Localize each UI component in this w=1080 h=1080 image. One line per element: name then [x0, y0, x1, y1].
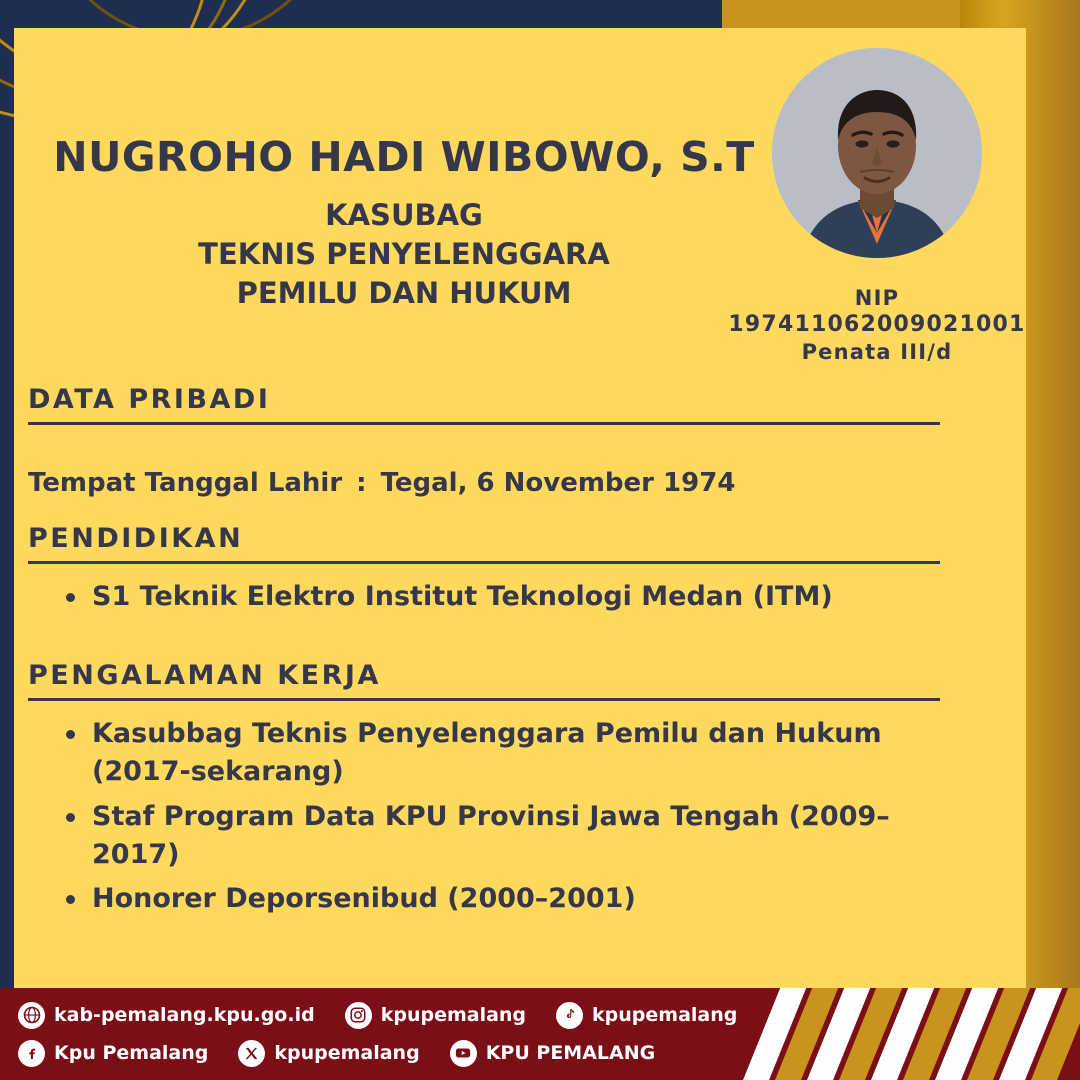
footer-label: KPU PEMALANG: [485, 1042, 656, 1064]
education-list: [62, 578, 958, 616]
rank-value: Penata III/d: [801, 340, 953, 364]
experience-list: [62, 715, 958, 919]
position-line-3: PEMILU DAN HUKUM: [236, 276, 572, 311]
footer-row-1: [18, 996, 759, 1034]
birth-row: [28, 468, 735, 498]
footer-item-website[interactable]: [18, 1002, 315, 1029]
birth-value: Tegal, 6 November 1974: [380, 468, 736, 498]
divider: [28, 698, 940, 701]
footer-label: Kpu Pemalang: [54, 1042, 209, 1064]
divider: [28, 561, 940, 564]
footer-social-bar: [0, 988, 1080, 1080]
footer-item-facebook[interactable]: [18, 1040, 208, 1067]
footer-item-x[interactable]: [238, 1040, 419, 1067]
section-title-personal: DATA PRIBADI: [28, 384, 271, 415]
list-item: Staf Program Data KPU Provinsi Jawa Tengah (2009–2017): [62, 798, 958, 875]
nip-label: NIP: [854, 286, 900, 310]
position-line-2: TEKNIS PENYELENGGARA: [198, 237, 610, 272]
profile-photo: [772, 48, 982, 258]
facebook-icon: [18, 1040, 45, 1067]
footer-item-youtube[interactable]: [450, 1040, 656, 1067]
section-education: [28, 523, 958, 622]
instagram-icon: [345, 1002, 372, 1029]
footer-item-instagram[interactable]: [345, 1002, 526, 1029]
section-personal-data: [28, 384, 958, 425]
globe-icon: [18, 1002, 45, 1029]
section-experience: [28, 660, 958, 925]
footer-rows: [18, 996, 759, 1072]
footer-label: kab-pemalang.kpu.go.id: [54, 1004, 315, 1026]
gold-bar-top: [722, 0, 962, 30]
footer-label: kpupemalang: [380, 1004, 527, 1026]
list-item: S1 Teknik Elektro Institut Teknologi Medan (ITM): [62, 578, 958, 616]
tiktok-icon: [556, 1002, 583, 1029]
list-item: Honorer Deporsenibud (2000–2001): [62, 880, 958, 918]
footer-label: kpupemalang: [274, 1042, 420, 1064]
person-position: [44, 196, 764, 313]
person-name: NUGROHO HADI WIBOWO, S.T: [53, 133, 755, 181]
birth-separator: :: [356, 468, 367, 498]
birth-label: Tempat Tanggal Lahir: [28, 468, 343, 498]
x-twitter-icon: [238, 1040, 265, 1067]
list-item: Kasubbag Teknis Penyelenggara Pemilu dan Hukum (2017-sekarang): [62, 715, 958, 792]
nip-value: 197411062009021001: [728, 312, 1026, 337]
section-title-experience: PENGALAMAN KERJA: [28, 660, 381, 691]
section-title-education: PENDIDIKAN: [28, 523, 244, 554]
footer-row-2: [18, 1034, 759, 1072]
position-line-1: KASUBAG: [325, 198, 483, 232]
nip-block: [714, 286, 1040, 364]
footer-label: kpupemalang: [592, 1004, 738, 1026]
youtube-icon: [450, 1040, 477, 1067]
content-card: [14, 28, 1026, 988]
divider: [28, 422, 940, 425]
footer-item-tiktok[interactable]: [556, 1002, 737, 1029]
